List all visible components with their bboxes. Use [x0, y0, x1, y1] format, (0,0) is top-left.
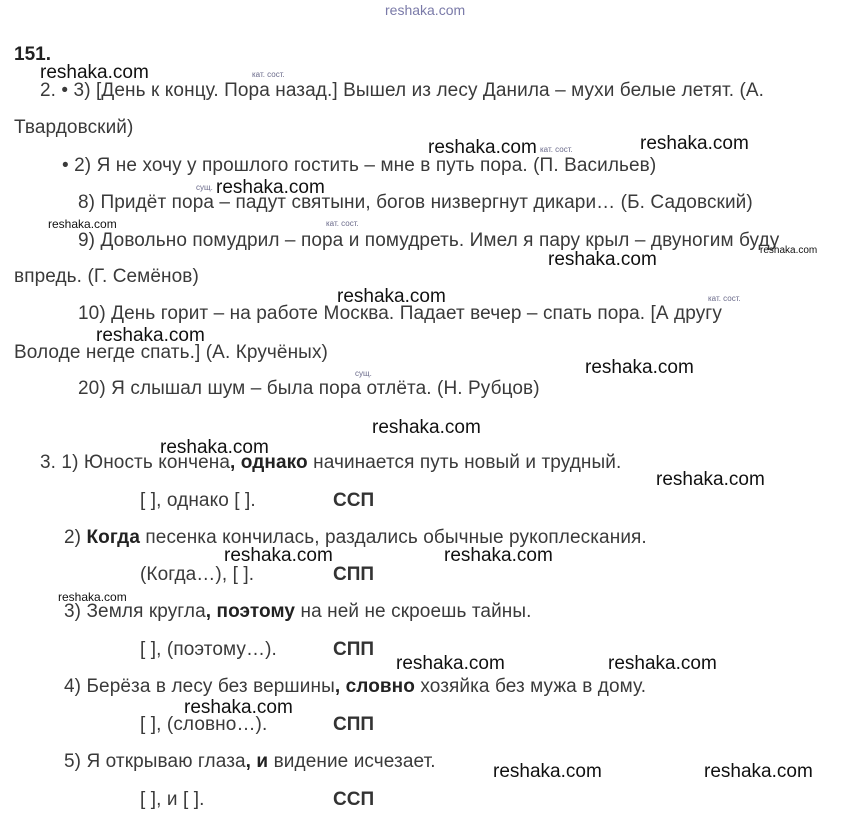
sentence-line: Твардовский): [14, 117, 134, 138]
sentence-scheme: [ ], (словно…).: [140, 714, 268, 735]
watermark: reshaka.com: [224, 545, 333, 566]
sentence-scheme: [ ], (поэтому…).: [140, 639, 277, 660]
sentence-scheme: [ ], и [ ].: [140, 789, 205, 810]
sentence-line: 3) Земля кругла, поэтому на ней не скроешь тайны.: [64, 601, 532, 622]
sentence-type: СПП: [333, 639, 375, 660]
watermark: reshaka.com: [493, 761, 602, 782]
sentence-line: • 2) Я не хочу у прошлого гостить – мне в путь пора. (П. Васильев): [62, 155, 657, 176]
watermark: reshaka.com: [48, 217, 117, 231]
watermark: reshaka.com: [216, 177, 325, 198]
watermark: reshaka.com: [160, 437, 269, 458]
annotation-kat-sost: кат. сост.: [540, 145, 573, 154]
sentence-line: 4) Берёза в лесу без вершины, словно хозяйка без мужа в дому.: [64, 676, 647, 697]
watermark: reshaka.com: [337, 286, 446, 307]
watermark: reshaka.com: [640, 133, 749, 154]
watermark: reshaka.com: [704, 761, 813, 782]
sentence-line: Володе негде спать.] (А. Кручёных): [14, 342, 328, 363]
sentence-line: 9) Довольно помудрил – пора и помудреть. Имел я пару крыл – двуногим буду: [78, 230, 780, 251]
watermark: reshaka.com: [396, 653, 505, 674]
sentence-scheme: [ ], однако [ ].: [140, 490, 256, 511]
sentence-line: 8) Придёт пора – падут святыни, богов низвергнут дикари… (Б. Садовский): [78, 192, 753, 213]
annotation-sushch: сущ.: [355, 369, 372, 378]
watermark: reshaka.com: [372, 417, 481, 438]
sentence-scheme: (Когда…), [ ].: [140, 564, 255, 585]
sentence-type: СПП: [333, 714, 375, 735]
sentence-line: 20) Я слышал шум – была пора отлёта. (Н. Рубцов): [78, 378, 540, 399]
watermark-top: reshaka.com: [385, 2, 466, 18]
sentence-type: ССП: [333, 490, 375, 511]
annotation-kat-sost: кат. сост.: [708, 294, 741, 303]
sentence-line: 2) Когда песенка кончилась, раздались обычные рукоплескания.: [64, 527, 647, 548]
sentence-type: ССП: [333, 789, 375, 810]
watermark: reshaka.com: [548, 249, 657, 270]
watermark: reshaka.com: [608, 653, 717, 674]
sentence-line: 5) Я открываю глаза, и видение исчезает.: [64, 751, 436, 772]
watermark: reshaka.com: [428, 137, 537, 158]
watermark: reshaka.com: [58, 590, 127, 604]
sentence-line: впредь. (Г. Семёнов): [14, 266, 199, 287]
sentence-line: 3. 1) Юность кончена, однако начинается путь новый и трудный.: [40, 452, 622, 473]
watermark: reshaka.com: [96, 325, 205, 346]
annotation-kat-sost: кат. сост.: [252, 70, 285, 79]
annotation-kat-sost: кат. сост.: [326, 219, 359, 228]
watermark: reshaka.com: [444, 545, 553, 566]
sentence-line: 10) День горит – на работе Москва. Падает вечер – спать пора. [А другу: [78, 303, 722, 324]
watermark: reshaka.com: [184, 697, 293, 718]
sentence-type: СПП: [333, 564, 375, 585]
annotation-sushch: сущ.: [196, 183, 213, 192]
watermark: reshaka.com: [40, 62, 149, 83]
watermark: reshaka.com: [760, 245, 818, 256]
task-number: 151.: [14, 44, 51, 65]
watermark: reshaka.com: [656, 469, 765, 490]
watermark: reshaka.com: [585, 357, 694, 378]
sentence-line: 2. • 3) [День к концу. Пора назад.] Вышел из лесу Данила – мухи белые летят. (А.: [40, 80, 765, 101]
